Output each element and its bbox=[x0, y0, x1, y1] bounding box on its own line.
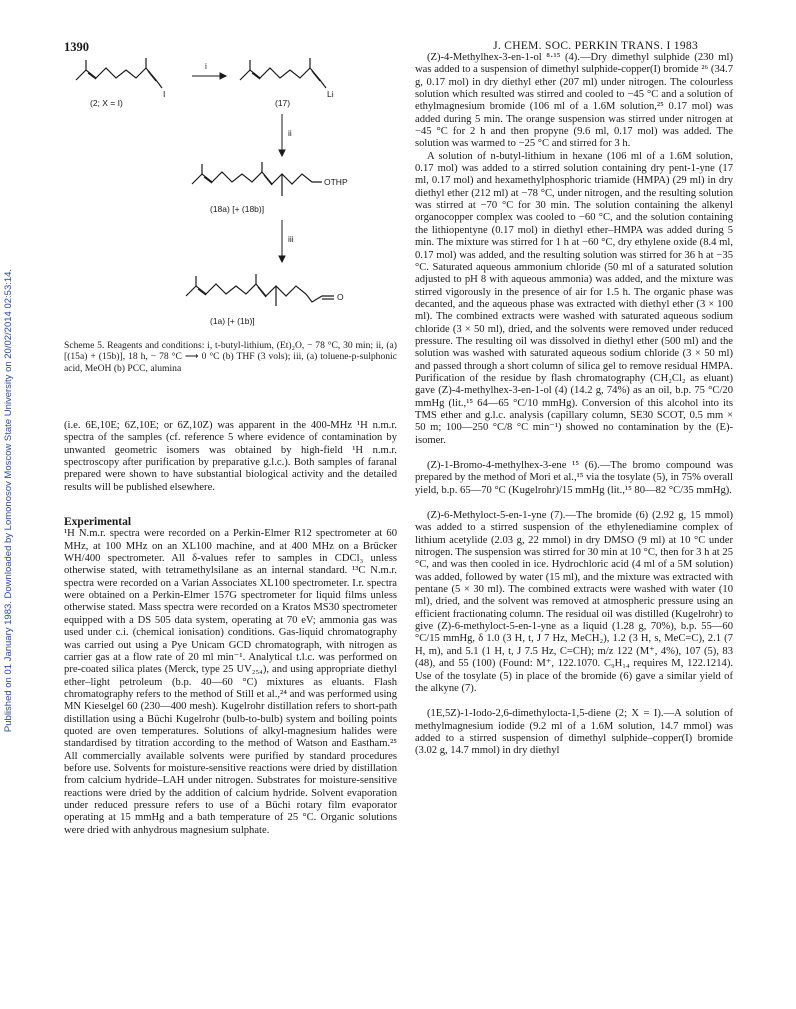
scheme-caption: Scheme 5. Reagents and conditions: i, t-butyl-lithium, (Et)₂O, − 78 °C, 30 min; ii, (a) [(15a) + (15b)], 18 h, − 78 °C ⟶ 0 °C (b) THF (3 vols); iii, (a) toluene-p-sulphonic acid, MeOH (b) PCC, alumina bbox=[64, 340, 397, 374]
compound-label-2: (2; X = I) bbox=[90, 98, 123, 108]
procedure-methylhexenol-part2: A solution of n-butyl-lithium in hexane (106 ml of a 1.6M solution, 0.17 mol) was added to a stirred solution containing dry pent-1-yne (17 ml, 0.17 mol) and hexamethylphosphoric triamide (HMPA) (29 ml) in dry diethyl ether (212 ml) at −78 °C, under nitrogen, and the resulting solution was stirred at −70 °C for 30 min. The solution containing the alkenyl organocopper complex was cooled to −60 °C, and the solution containing the lithiopentyne (0.17 mol) in diethyl ether–HMPA was added during 5 min. The mixture was stirred for 1 h at −60 °C, dry ethylene oxide (8.4 ml, 0.17 mol) was added, and the resulting solution was stirred for 36 h at −35 °C. Saturated aqueous ammonium chloride (50 ml of a saturated solution adjusted to pH 8 with aqueous ammonia) was added, and the mixture was stirred vigorously in the presence of air for 1.5 h. The organic phase was decanted, and the aqueous phase was extracted with diethyl ether (3 × 100 ml). The combined extracts were washed with saturated aqueous sodium chloride (3 × 50 ml), dried, and the solvents were removed under reduced pressure. The resulting oil was dissolved in diethyl ether (500 ml) and the solution was washed with saturated aqueous sodium chloride (3 × 50 ml) and passed through a short column of silica gel to remove residual HMPA. Purification of the residue by flash chromatography (CH₂Cl₂ as eluant) gave (Z)-4-methylhex-3-en-1-ol (4) (14.2 g, 74%) as an oil, b.p. 75 °C/20 mmHg (lit.,¹⁵ 64—65 °C/10 mmHg). Conversion of this alcohol into its TMS ether and g.l.c. analysis (capillary column, SE30 SCOT, 0.5 mm × 50 m; 100—250 °C/8 °C min⁻¹) showed no contamination by the (E)-isomer. bbox=[415, 150, 733, 446]
atom-lithium: Li bbox=[327, 89, 334, 99]
step-label-iii: iii bbox=[288, 234, 294, 244]
side-note-text: Published on 01 January 1983. Downloaded by Lomonosov Moscow State University on 20/02/2014 02:53:14. bbox=[3, 268, 15, 732]
compound-2-structure bbox=[76, 58, 162, 88]
compound-1-structure bbox=[186, 274, 334, 306]
procedure-methyloctenyne: (Z)-6-Methyloct-5-en-1-yne (7).—The bromide (6) (2.92 g, 15 mmol) was added to a stirred suspension of the ethylenediamine complex of lithium acetylide (2.03 g, 22 mmol) in dry DMSO (9 ml) at 10 °C under nitrogen. The suspension was stirred for 30 min at 10 °C, then for 3 h at 25 °C, and was then cooled in ice. Hydrochloric acid (4 ml of a 5M solution) was added, followed by water (15 ml), and the mixture was extracted with pentane (5 × 30 ml). The combined extracts were washed with water (10 ml), dried, and the solvent was removed at atmospheric pressure using an efficient fractionating column. The residual oil was distilled (Kugelrohr) to give (Z)-6-methyloct-5-en-1-yne as a liquid (1.28 g, 70%), b.p. 55—60 °C/15 mmHg, δ 1.0 (3 H, t, J 7 Hz, MeCH₂), 1.2 (3 H, s, MeC=C), 2.1 (7 H, m), and 5.1 (1 H, t, J 7.5 Hz, C=CH); m/z 122 (M⁺, 4%), 107 (5), 83 (48), and 55 (100) (Found: M⁺, 122.1070. C₉H₁₄ requires M, 122.1214). Use of the tosylate (5) in place of the bromide (6) gave a similar yield of the alkyne (7). bbox=[415, 510, 733, 694]
journal-running-header: J. CHEM. SOC. PERKIN TRANS. I 1983 bbox=[493, 40, 698, 52]
step-label-i: i bbox=[205, 61, 207, 71]
reaction-scheme bbox=[60, 56, 400, 331]
procedure-iodo-dimethyloctadiene: (1E,5Z)-1-Iodo-2,6-dimethylocta-1,5-diene (2; X = I).—A solution of methylmagnesium iodide (9.2 ml of a 1.6M solution, 14.7 mmol) was added to a stirred suspension of dimethyl sulphide–copper(I) bromide (3.02 g, 14.7 mmol) in dry diethyl bbox=[415, 708, 733, 757]
compound-17-structure bbox=[240, 58, 326, 88]
right-column bbox=[415, 52, 733, 758]
compound-18-structure bbox=[192, 162, 322, 196]
page-number: 1390 bbox=[64, 40, 89, 54]
section-heading-experimental: Experimental bbox=[64, 516, 132, 529]
results-paragraph: (i.e. 6E,10E; 6Z,10E; or 6Z,10Z) was apparent in the 400-MHz ¹H n.m.r. spectra of the samples (cf. reference 5 where evidence of contamination by unwanted geometric isomers was obtained by high-field ¹H n.m.r. spectroscopy after purification by preparative g.l.c.). Both samples of faranal prepared were shown to have substantial biological activity and the detailed results will be published elsewhere. bbox=[64, 420, 397, 493]
atom-othp: OTHP bbox=[324, 177, 348, 187]
compound-label-1: (1a) [+ (1b)] bbox=[210, 316, 255, 326]
atom-iodine: I bbox=[163, 89, 166, 99]
scheme-caption-block bbox=[64, 340, 397, 374]
arrow-step-iii bbox=[279, 220, 285, 262]
arrow-step-i bbox=[192, 73, 226, 79]
step-label-ii: ii bbox=[288, 128, 292, 138]
compound-label-18: (18a) [+ (18b)] bbox=[210, 204, 265, 214]
procedure-methylhexenol-part1: (Z)-4-Methylhex-3-en-1-ol ⁸·¹⁵ (4).—Dry dimethyl sulphide (230 ml) was added to a suspension of dimethyl sulphide-copper(I) bromide ²⁶ (34.7 g, 0.17 mol) in dry diethyl ether (207 ml) under nitrogen. The colourless solution which resulted was stirred and cooled to −45 °C and a solution of ethylmagnesium bromide (106 ml of a 1.6M solution,²⁵ 0.17 mol) was added during 5 min. The orange suspension was stirred under nitrogen at −45 °C for 2 h and then propyne (9.6 ml, 0.17 mol) was added. The solution was warmed to −25 °C and stirred for 3 h. bbox=[415, 52, 733, 150]
compound-label-17: (17) bbox=[275, 98, 291, 108]
left-column bbox=[64, 420, 397, 837]
atom-oxygen: O bbox=[337, 292, 344, 302]
scheme-structures bbox=[60, 56, 400, 331]
procedure-bromo-methylhexene: (Z)-1-Bromo-4-methylhex-3-ene ¹⁵ (6).—The bromo compound was prepared by the method of Mori et al.,¹⁵ via the tosylate (5), in 75% overall yield, b.p. 65—70 °C (Kugelrohr)/15 mmHg (lit.,¹⁵ 80—82 °C/35 mmHg). bbox=[415, 460, 733, 496]
arrow-step-ii bbox=[279, 114, 285, 156]
experimental-general-paragraph: ¹H N.m.r. spectra were recorded on a Perkin-Elmer R12 spectrometer at 60 MHz, at 100 MHz on an XL100 machine, and at 400 MHz on a Brücker WH/400 spectrometer. All δ-values refer to samples in CDCl₃ unless otherwise stated, with tetramethylsilane as an internal standard. ¹³C N.m.r. spectra were recorded on a Varian Associates XL100 spectrometer. I.r. spectra were obtained on a Perkin-Elmer 157G spectrometer for liquid films unless otherwise stated. Mass spectra were recorded on a Kratos MS30 spectrometer equipped with a DS 505 data system, operating at 70 eV; ammonia gas was used under c.i. (chemical ionisation) conditions. Gas-liquid chromatography was carried out using a Pye Unicam GCD chromatograph, with nitrogen as carrier gas at a flow rate of 20 ml min⁻¹. Analytical t.l.c. was performed on pre-coated silica plates (Merck, type 25 UV₂₅₄), and using appropriate diethyl ether–light petroleum (b.p. 40—60 °C) mixtures as eluants. Flash chromatography refers to the method of Still et al.,²⁴ and was performed using MN Kieselgel 60 (230—400 mesh). Kugelrohr distillation refers to short-path distillation using a Büchi Kugelrohr (bulb-to-bulb) system and boiling points quoted are oven temperatures. Solutions of alkyl-magnesium halides were standardised by titration according to the method of Watson and Eastham.²⁵ All commercially available solvents were purified by standard procedures before use. Solvents for moisture-sensitive reactions were dried by distillation from calcium hydride–LAH under nitrogen. Substrates for moisture-sensitive reactions were dried by the addition of calcium hydride. Solvent evaporation under reduced pressure refers to use of a Büchi rotary film evaporator operating at 15 mmHg and a bath temperature of 25 °C. Organic solutions were dried with anhydrous magnesium sulphate. bbox=[64, 528, 397, 836]
publication-side-note bbox=[2, 140, 16, 860]
